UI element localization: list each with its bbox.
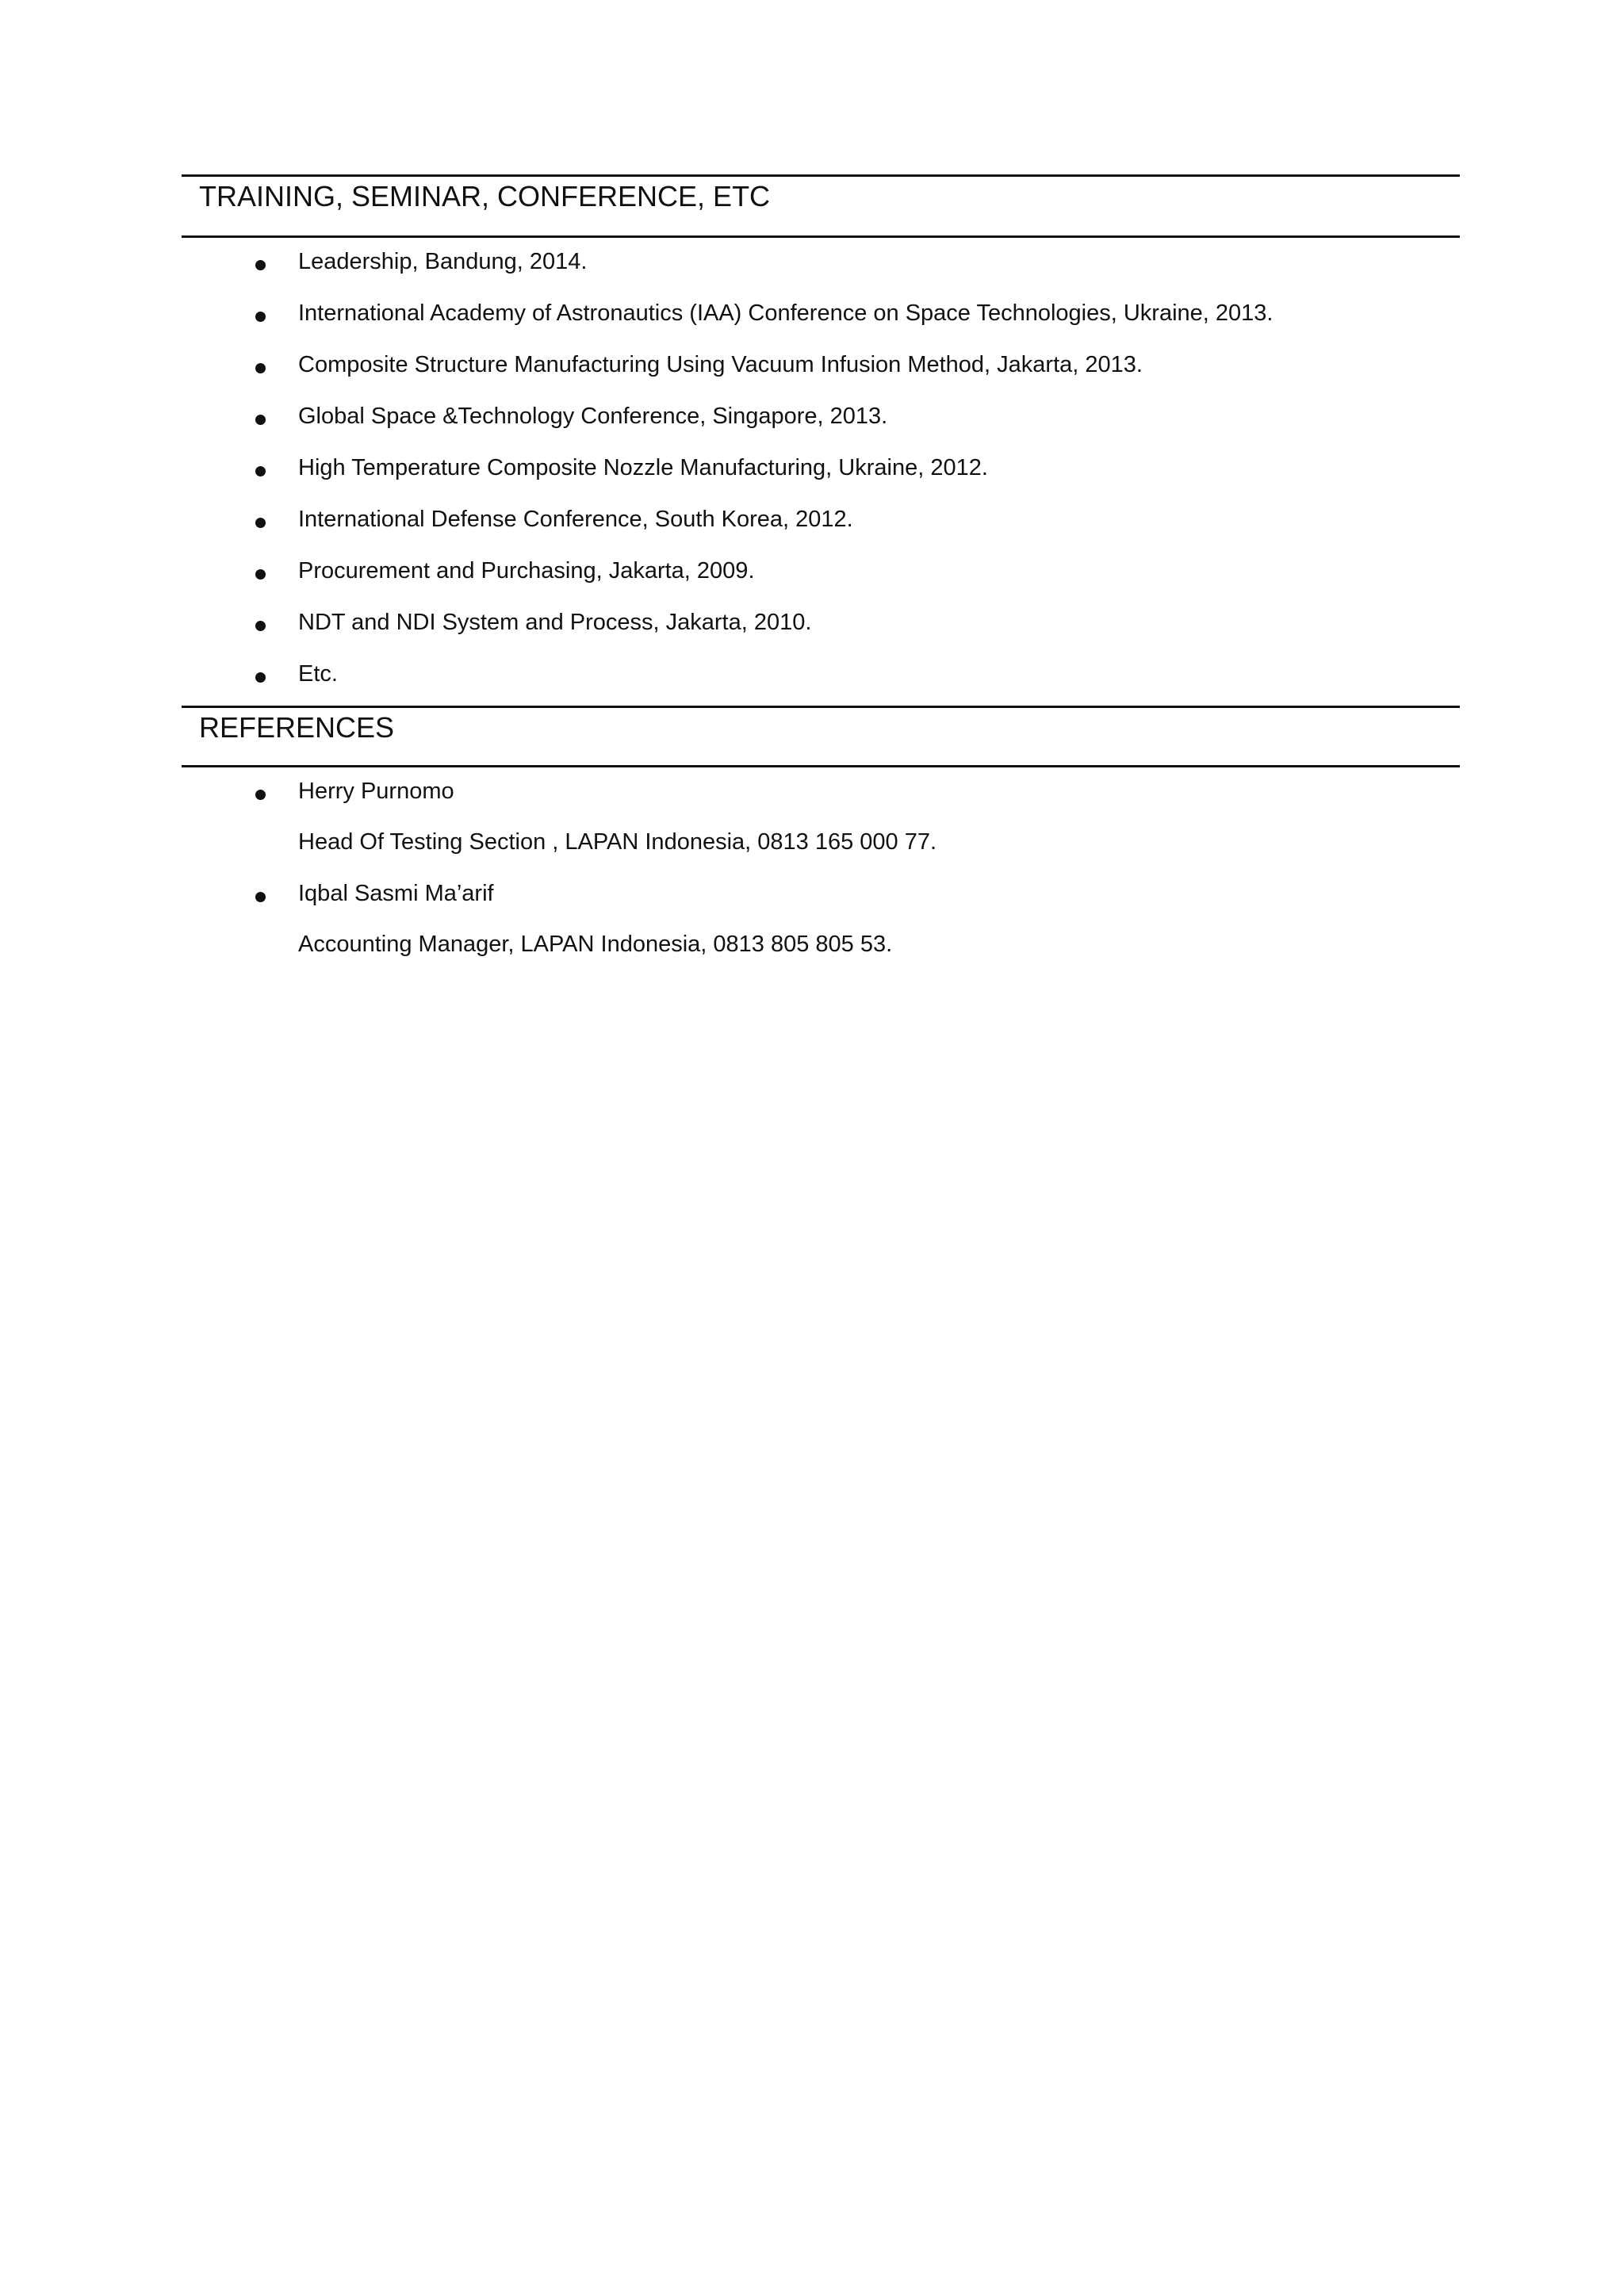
reference-name: Iqbal Sasmi Ma’arif <box>298 881 494 906</box>
references-section <box>182 706 1460 967</box>
bullet-icon <box>255 672 266 683</box>
bullet-icon <box>255 363 266 373</box>
training-bottom-rule <box>182 235 1460 238</box>
training-item-text: High Temperature Composite Nozzle Manufacturing, Ukraine, 2012. <box>298 455 988 480</box>
training-item-text: Etc. <box>298 661 338 687</box>
training-item-text: Procurement and Purchasing, Jakarta, 2009. <box>298 558 755 584</box>
reference-detail: Accounting Manager, LAPAN Indonesia, 0813 805 805 53. <box>298 932 893 957</box>
bullet-icon <box>255 569 266 580</box>
training-top-rule <box>182 174 1460 177</box>
list-item <box>182 553 1460 605</box>
bullet-icon <box>255 621 266 631</box>
bullet-icon <box>255 466 266 476</box>
bullet-icon <box>255 312 266 322</box>
list-item <box>182 876 1460 978</box>
training-list <box>182 244 1460 708</box>
references-list <box>182 774 1460 978</box>
bullet-icon <box>255 518 266 528</box>
list-item <box>182 244 1460 296</box>
list-item <box>182 656 1460 708</box>
list-item <box>182 347 1460 399</box>
bullet-icon <box>255 790 266 800</box>
training-heading: TRAINING, SEMINAR, CONFERENCE, ETC <box>199 180 771 212</box>
reference-name: Herry Purnomo <box>298 779 454 804</box>
list-item <box>182 605 1460 656</box>
training-item-text: Global Space &Technology Conference, Singapore, 2013. <box>298 404 888 429</box>
list-item <box>182 774 1460 876</box>
training-section <box>182 174 1460 706</box>
list-item <box>182 296 1460 347</box>
list-item <box>182 502 1460 553</box>
references-heading: REFERENCES <box>199 711 395 744</box>
list-item <box>182 399 1460 450</box>
references-bottom-rule <box>182 765 1460 767</box>
training-item-text: Leadership, Bandung, 2014. <box>298 249 588 274</box>
training-item-text: International Defense Conference, South Korea, 2012. <box>298 507 853 532</box>
references-top-rule <box>182 706 1460 708</box>
reference-detail: Head Of Testing Section , LAPAN Indonesia, 0813 165 000 77. <box>298 829 937 855</box>
training-item-text: Composite Structure Manufacturing Using Vacuum Infusion Method, Jakarta, 2013. <box>298 352 1143 377</box>
bullet-icon <box>255 892 266 902</box>
list-item <box>182 450 1460 502</box>
bullet-icon <box>255 415 266 425</box>
training-item-text: NDT and NDI System and Process, Jakarta, 2010. <box>298 610 812 635</box>
bullet-icon <box>255 260 266 270</box>
training-item-text: International Academy of Astronautics (IAA) Conference on Space Technologies, Ukraine, 2013. <box>298 300 1274 326</box>
